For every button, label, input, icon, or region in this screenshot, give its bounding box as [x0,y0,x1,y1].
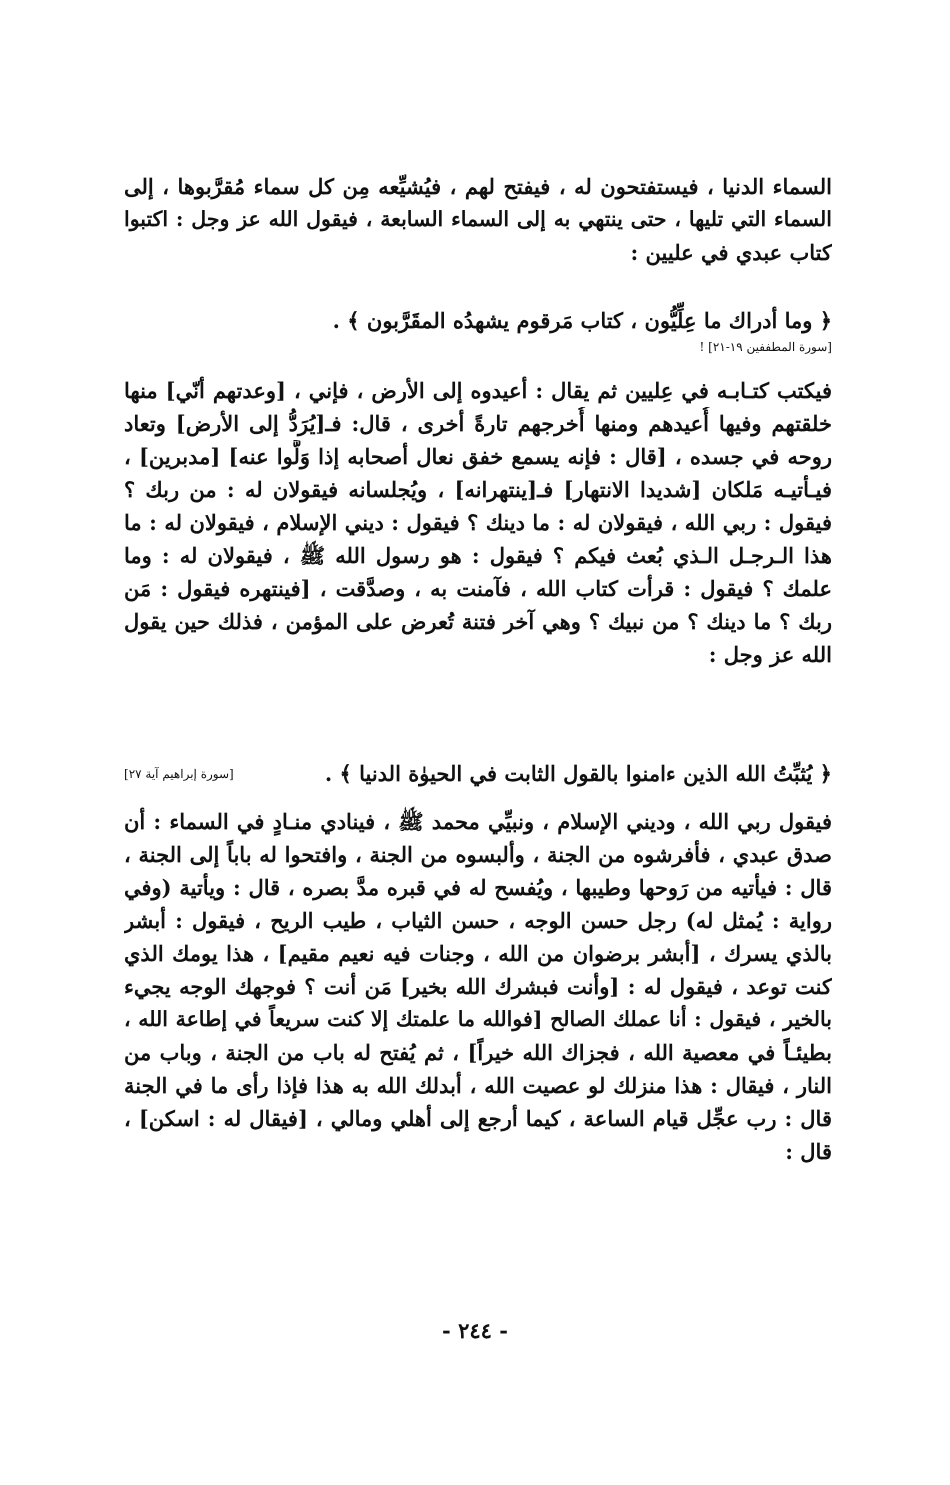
page-number: - ٢٤٤ - [442,1318,508,1343]
text-line: بطيئـاً في معصية الله ، فجزاك الله خيراً] ، ثم يُفتح له باب من الجنة ، وباب من [124,1040,832,1065]
text-line: قال : فيأتيه من رَوحها وطيبها ، ويُفسح له في قبره مدَّ بصره ، قال : ويأتية (وفي [124,875,832,900]
text-line: علمك ؟ فيقول : قرأت كتاب الله ، فآمنت به ، وصدَّقت ، [فينتهره فيقول : مَن [124,576,832,601]
text-line: صدق عبدي ، فأفرشوه من الجنة ، وألبسوه من الجنة ، وافتحوا له باباً إلى الجنة ، [124,842,832,867]
verse-citation: [سورة المطففين ١٩-٢١] ! [699,340,832,354]
text-line: فيقول ربي الله ، وديني الإسلام ، ونبيِّي محمد ﷺ ، فينادي منـادٍ في السماء : أن [124,809,832,834]
text-line: فيـأتيـه مَلكان [شديدا الانتهار] فـ[ينتهرانه] ، ويُجلسانه فيقولان له : من ربك ؟ [124,477,832,502]
text-line: السماء الدنيا ، فيستفتحون له ، فيفتح لهم ، فيُشيِّعه مِن كل سماء مُقرَّبوها ، إلى [124,174,832,199]
text-line: الله عز وجل : [708,642,832,667]
text-line: رواية : يُمثل له) رجل حسن الوجه ، حسن الثياب ، طيب الريح ، فيقول : أبشر [124,908,832,933]
text-line: ربك ؟ ما دينك ؟ من نبيك ؟ وهي آخر فتنة تُعرض على المؤمن ، فذلك حين يقول [124,609,832,634]
text-line: فيكتب كتـابـه في عِليين ثم يقال : أعيدوه إلى الأرض ، فإني ، [وعدتهم أنّي] منها [124,378,832,403]
text-line: كتاب عبدي في عليين : [630,240,832,265]
verse-citation: [سورة إبراهيم آية ٢٧] [124,767,234,781]
text-line: هذا الـرجـل الـذي بُعث فيكم ؟ فيقول : هو رسول الله ﷺ ، فيقولان له : وما [124,543,832,568]
text-line: قال : رب عجِّل قيام الساعة ، كيما أرجع إلى أهلي ومالي ، [فيقال له : اسكن] ، [124,1106,832,1131]
text-line: قال : [785,1139,832,1164]
text-line: النار ، فيقال : هذا منزلك لو عصيت الله ، أبدلك الله به هذا فإذا رأى ما في الجنة [124,1073,832,1098]
quran-verse-1 [124,304,832,357]
paragraph-3 [124,805,832,1168]
text-line: بالخير ، فيقول : أنا عملك الصالح [فوالله ما علمتك إلا كنت سريعاً في إطاعة الله ، [124,1007,832,1031]
paragraph-2 [124,374,832,671]
text-line: كنت توعد ، فيقول له : [وأنت فبشرك الله بخير] مَن أنت ؟ فوجهك الوجه يجيء [124,974,832,999]
text-line: خلقتهم وفيها أُعيدهم ومنها أُخرجهم تارةً أخرى ، قال: فـ[يُرَدُّ إلى الأرض] وتعاد [124,411,832,436]
text-line: السماء التي تليها ، حتى ينتهي به إلى السماء السابعة ، فيقول الله عز وجل : اكتبوا [124,207,832,231]
text-line: فيقول : ربي الله ، فيقولان له : ما دينك ؟ فيقول : ديني الإسلام ، فيقولان له : ما [124,510,832,535]
verse-text: ﴿ يُثبِّتُ الله الذين ءامنوا بالقول الثابت في الحيوٰة الدنيا ﴾ . [324,761,832,786]
paragraph-1 [124,170,832,269]
verse-text: ﴿ وما أدراك ما عِلِّيُّون ، كتاب مَرقوم يشهدُه المقَرَّبون ﴾ . [332,308,832,333]
text-line: روحه في جسده ، [قال : فإنه يسمع خفق نعال أصحابه إذا وَلَّوا عنه] [مدبرين] ، [124,444,832,469]
quran-verse-2 [124,757,832,793]
text-line: بالذي يسرك ، [أبشر برضوان من الله ، وجنات فيه نعيم مقيم] ، هذا يومك الذي [124,941,832,966]
